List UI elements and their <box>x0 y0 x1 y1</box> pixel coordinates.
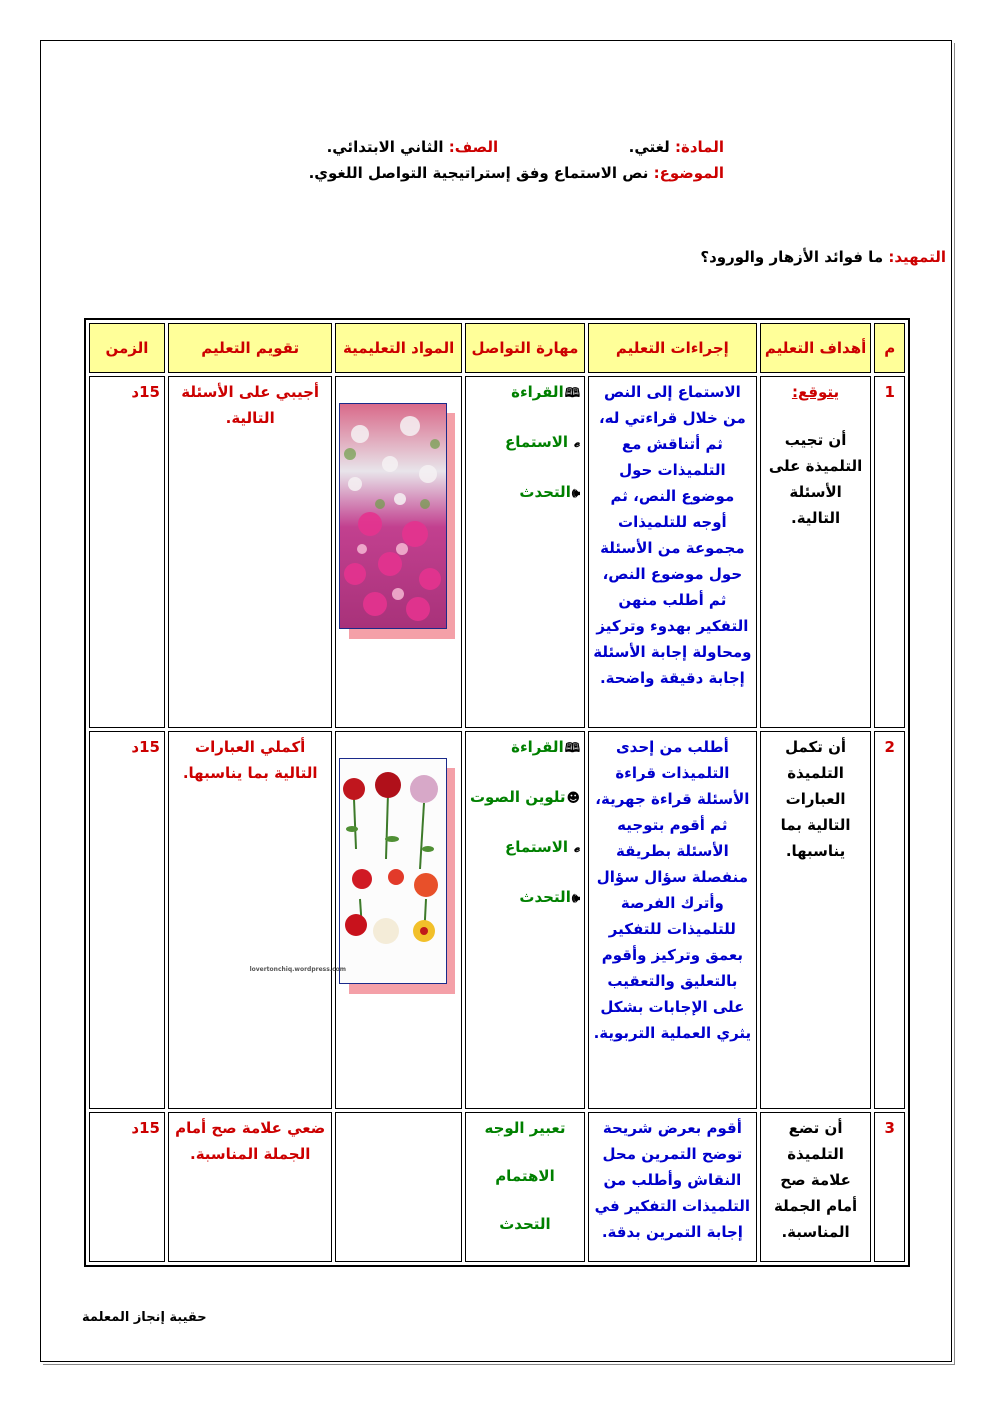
speaker-icon: 🕪 <box>571 891 581 906</box>
speaker-icon: 🕪 <box>571 486 581 501</box>
intro-line <box>700 248 946 266</box>
skill-item: 🕪التحدث <box>519 483 581 501</box>
roses-picture <box>249 759 446 983</box>
table-row <box>89 731 905 1109</box>
row-evaluation: أكملي العبارات التالية بما يناسبها. <box>168 731 332 1109</box>
row-procedure: الاستماع إلى النص من خلال قراءتي له، ثم أتناقش مع التلميذات حول موضوع النص، ثم أوجه للتلميذات مجموعة من الأسئلة حول موضوع النص، ثم أطلب منهن التفكير بهدوء وتركيز ومحاولة إجابة الأسئلة إجابة دقيقة واضحة. <box>588 376 757 728</box>
grade-value: الثاني الابتدائي. <box>326 138 444 156</box>
footer-text: حقيبة إنجاز المعلمة <box>82 1310 207 1325</box>
row-materials <box>335 376 461 728</box>
skill-item: 𝓮 الاستماع <box>504 433 581 451</box>
row-procedure: أطلب من إحدى التلميذات قراءة الأسئلة قراءة جهرية، ثم أقوم بتوجيه الأسئلة بطريقة منفصلة سؤال سؤال وأترك الفرصة للتلميذات للتفكير بعمق وتركيز وأقوم بالتعليق والتعقيب على الإجابات بشكل يثري العملية التربوية. <box>588 731 757 1109</box>
table-header-row <box>89 323 905 373</box>
roses-image <box>249 758 457 994</box>
row-evaluation: ضعي علامة صح أمام الجملة المناسبة. <box>168 1112 332 1262</box>
header-procedures: إجراءات التعليم <box>588 323 757 373</box>
skill-item: التحدث <box>499 1215 551 1233</box>
lesson-plan-table <box>84 318 910 1267</box>
image-watermark: lovertonchiq.wordpress.com <box>249 966 346 973</box>
header-objectives: أهداف التعليم <box>760 323 872 373</box>
skill-item: ☻تلوين الصوت <box>469 788 581 806</box>
header-evaluation: تقويم التعليم <box>168 323 332 373</box>
row-time: 15د <box>89 731 165 1109</box>
flowers-image <box>339 403 457 639</box>
row-time: 15د <box>89 376 165 728</box>
header-num: م <box>874 323 905 373</box>
row-objective <box>760 376 872 728</box>
subject-line <box>327 138 724 156</box>
subject-label: المادة: <box>674 138 724 156</box>
topic-line <box>309 164 724 182</box>
row-objective: أن تكمل التلميذة العبارات التالية بما يناسبها. <box>760 731 872 1109</box>
objective-head: يتوقع: <box>791 383 840 401</box>
intro-value: ما فوائد الأزهار والورود؟ <box>700 248 884 266</box>
row-num: 2 <box>874 731 905 1109</box>
row-time: 15د <box>89 1112 165 1262</box>
row-num: 3 <box>874 1112 905 1262</box>
table-row <box>89 376 905 728</box>
skill-item: 𝓮 الاستماع <box>504 838 581 856</box>
header-materials: المواد التعليمية <box>335 323 461 373</box>
ear-icon: 𝓮 <box>574 841 581 856</box>
header-time: الزمن <box>89 323 165 373</box>
skill-item: الاهتمام <box>495 1167 555 1185</box>
row-skills <box>465 731 585 1109</box>
skill-item: 🕮القراءة <box>511 383 581 401</box>
row-objective: أن تضع التلميذة علامة صح أمام الجملة المناسبة. <box>760 1112 872 1262</box>
topic-label: الموضوع: <box>653 164 724 182</box>
row-evaluation: أجيبي على الأسئلة التالية. <box>168 376 332 728</box>
skill-item: 🕮القراءة <box>511 738 581 756</box>
book-icon: 🕮 <box>564 386 581 401</box>
header-skill: مهارة التواصل <box>465 323 585 373</box>
book-icon: 🕮 <box>564 741 581 756</box>
objective-text: أن تجيب التلميذة على الأسئلة التالية. <box>768 431 863 527</box>
subject-value: لغتي. <box>628 138 670 156</box>
topic-value: نص الاستماع وفق إستراتيجية التواصل اللغوي. <box>308 164 649 182</box>
row-procedure: أقوم بعرض شريحة توضح التمرين محل النقاش وأطلب من التلميذات التفكير في إجابة التمرين بدقة. <box>588 1112 757 1262</box>
row-skills <box>465 376 585 728</box>
skill-item: 🕪التحدث <box>519 888 581 906</box>
intro-label: التمهيد: <box>888 248 946 266</box>
row-num: 1 <box>874 376 905 728</box>
row-materials <box>335 1112 461 1262</box>
grade-label: الصف: <box>448 138 499 156</box>
skill-item: تعبير الوجه <box>484 1119 566 1137</box>
flower-field-picture <box>340 404 446 628</box>
ear-icon: 𝓮 <box>574 436 581 451</box>
face-icon: ☻ <box>566 791 581 806</box>
table-row <box>89 1112 905 1262</box>
row-skills <box>465 1112 585 1262</box>
